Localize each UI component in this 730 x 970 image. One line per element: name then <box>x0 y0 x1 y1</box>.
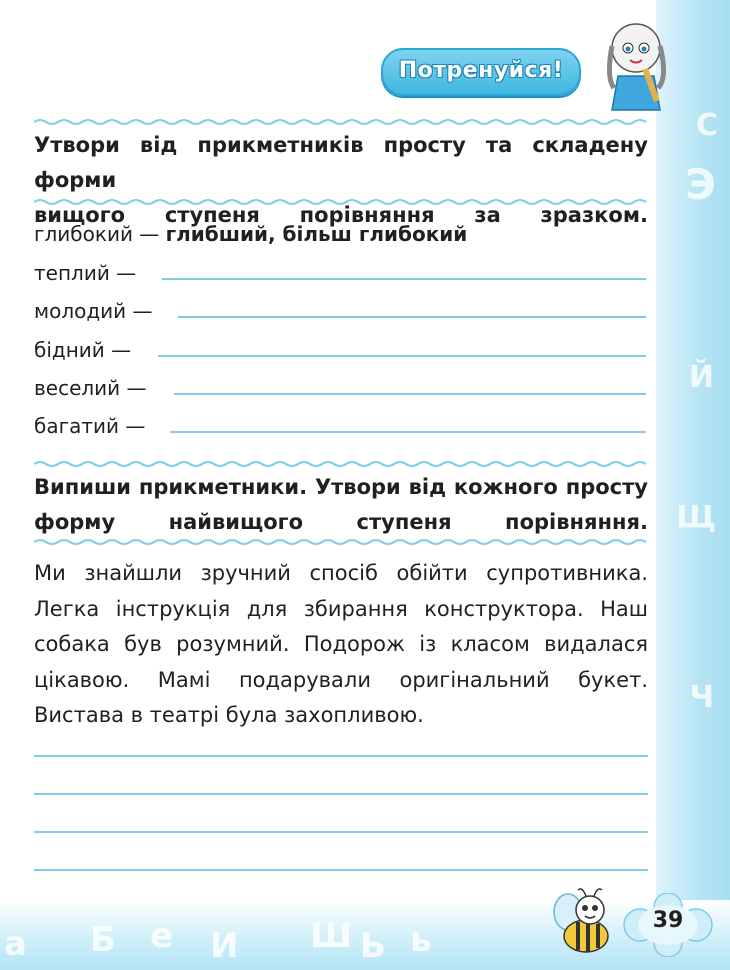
side-letter-decor: Щ <box>676 500 716 535</box>
side-letter-decor: Ч <box>689 680 714 715</box>
wavy-divider <box>34 538 648 546</box>
answer-line[interactable] <box>174 393 646 395</box>
bottom-letter-decor: е <box>150 916 174 956</box>
exercise-word: багатий — <box>34 414 146 438</box>
bottom-letter-decor: а <box>4 924 27 964</box>
bottom-letter-decor: Б <box>90 920 116 960</box>
writing-line[interactable] <box>34 831 648 833</box>
task-2-line-2: форму найвищого ступеня порівняння. <box>34 510 648 534</box>
side-decoration <box>656 0 730 970</box>
bottom-letter-decor: И <box>210 926 239 966</box>
bottom-letter-decor: Ш <box>310 916 353 956</box>
answer-line[interactable] <box>158 355 646 357</box>
exercise-word: веселий — <box>34 376 147 400</box>
bottom-letter-decor: ь <box>410 920 432 960</box>
girl-mascot-icon <box>596 18 678 114</box>
answer-line[interactable] <box>162 278 646 280</box>
header-badge <box>381 48 581 96</box>
writing-line[interactable] <box>34 755 648 757</box>
exercise-word: бідний — <box>34 338 132 362</box>
task-1-line-1: Утвори від прикметників просту та складену форми <box>34 133 648 192</box>
task-1-line-2: вищого ступеня порівняння за зразком. <box>34 203 648 227</box>
wavy-divider <box>34 118 648 126</box>
writing-line[interactable] <box>34 793 648 795</box>
example-word: глибокий — <box>34 222 160 246</box>
bottom-letter-decor: Ь <box>360 926 386 966</box>
side-letter-decor: Э <box>685 160 716 209</box>
answer-line[interactable] <box>170 431 646 433</box>
answer-line[interactable] <box>178 316 646 318</box>
task-2-instruction <box>34 470 648 540</box>
exercise-paragraph: Ми знайшли зручний спосіб обійти супротивника. Легка інструкція для збирання конструктора. Наш собака був розумний. Подорож із класом видалася цікавою. Мамі подарували оригінальний букет. Вистава в театрі була захопливою. <box>34 561 648 727</box>
task-1-instruction <box>34 128 648 233</box>
header-badge-text: Потренуйся! <box>398 58 564 83</box>
side-letter-decor: Й <box>688 360 714 395</box>
wavy-divider <box>34 198 648 206</box>
writing-line[interactable] <box>34 869 648 871</box>
example-answer: глибший, більш глибокий <box>165 222 468 246</box>
bee-mascot-icon <box>548 886 618 958</box>
wavy-divider <box>34 460 648 468</box>
task-2-line-1: Випиши прикметники. Утвори від кожного просту <box>34 475 648 499</box>
exercise-word: теплий — <box>34 261 137 285</box>
page-number: 39 <box>652 908 684 933</box>
exercise-word: молодий — <box>34 299 153 323</box>
side-letter-decor: С <box>695 108 718 143</box>
example-line <box>34 222 467 246</box>
